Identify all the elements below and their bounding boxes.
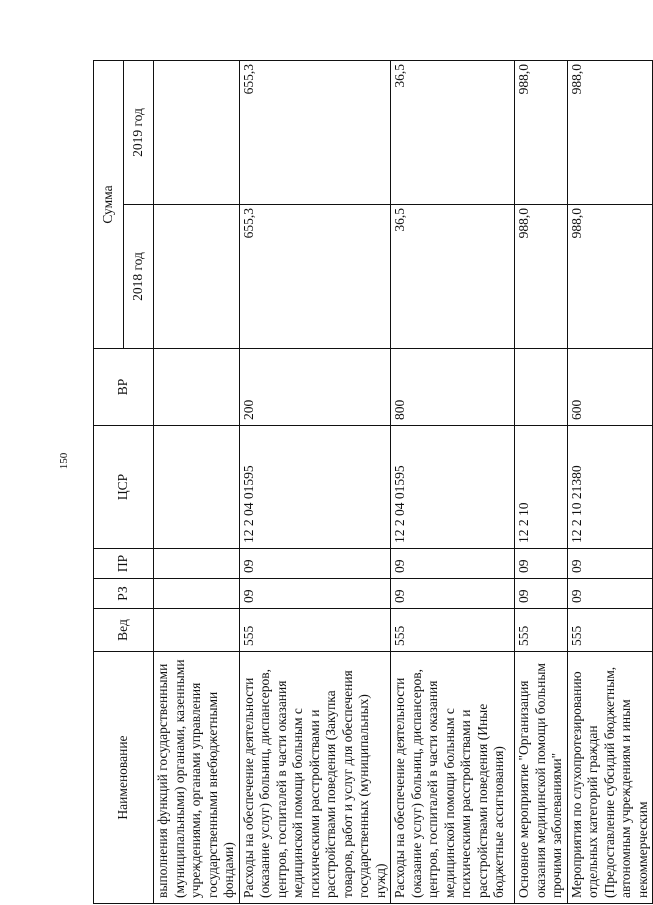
cell-csr: 12 2 04 01595: [239, 426, 391, 549]
table-row: [515, 60, 568, 903]
budget-table: [93, 60, 653, 904]
cell-pr: 09: [239, 549, 391, 579]
cell-pr: 09: [391, 549, 515, 579]
cell-rz: 09: [391, 579, 515, 609]
rotated-table-container: [93, 61, 650, 904]
cell-ved: 555: [515, 609, 568, 652]
cell-vr: [154, 349, 240, 426]
cell-2019: 655,3: [239, 60, 391, 204]
cell-name: Основное мероприятие "Организация оказания медицинской помощи больным прочими заболеваниями": [515, 652, 568, 904]
cell-vr: 600: [567, 349, 653, 426]
cell-name: Расходы на обеспечение деятельности (оказание услуг) больниц, диспансеров, центров, госпиталей в части оказания медицинской помощи больным с психическими расстройствами и расстройствами поведения (Закупка товаров, работ и услуг для обеспечения государственных (муниципальных) нужд): [239, 652, 391, 904]
cell-2018: 988,0: [515, 205, 568, 349]
cell-csr: 12 2 04 01595: [391, 426, 515, 549]
cell-rz: 09: [239, 579, 391, 609]
header-name: Наименование: [94, 652, 154, 904]
cell-2018: 988,0: [567, 205, 653, 349]
cell-pr: [154, 549, 240, 579]
cell-csr: 12 2 10 21380: [567, 426, 653, 549]
cell-csr: 12 2 10: [515, 426, 568, 549]
table-row: [567, 60, 653, 903]
header-rz: РЗ: [94, 579, 154, 609]
cell-vr: [515, 349, 568, 426]
table-row: [239, 60, 391, 903]
cell-name: Мероприятия по слухопротезированию отдельных категорий граждан (Предоставление субсидий бюджетным, автономным учреждениям и иным некоммерческим: [567, 652, 653, 904]
cell-ved: 555: [391, 609, 515, 652]
header-csr: ЦСР: [94, 426, 154, 549]
cell-2019: 988,0: [515, 60, 568, 204]
cell-2019: 988,0: [567, 60, 653, 204]
cell-2018: [154, 205, 240, 349]
cell-rz: 09: [515, 579, 568, 609]
cell-rz: [154, 579, 240, 609]
table-row: [154, 60, 240, 903]
cell-name: Расходы на обеспечение деятельности (оказание услуг) больниц, диспансеров, центров, госпиталей в части оказания медицинской помощи больным с психическими расстройствами и расстройствами поведения (Иные бюджетные ассигнования): [391, 652, 515, 904]
cell-name: выполнения функций государственными (муниципальными) органами, казенными учреждениями, органами управления государственными внебюджетными фондами): [154, 652, 240, 904]
header-year-2018: 2018 год: [124, 205, 154, 349]
header-vr: ВР: [94, 349, 154, 426]
table-row: [391, 60, 515, 903]
cell-vr: 200: [239, 349, 391, 426]
cell-pr: 09: [515, 549, 568, 579]
cell-vr: 800: [391, 349, 515, 426]
cell-2019: 36,5: [391, 60, 515, 204]
header-pr: ПР: [94, 549, 154, 579]
cell-pr: 09: [567, 549, 653, 579]
cell-2019: [154, 60, 240, 204]
page-number: 150: [58, 452, 70, 470]
header-sum: Сумма: [94, 60, 124, 348]
cell-ved: [154, 609, 240, 652]
cell-ved: 555: [567, 609, 653, 652]
cell-2018: 36,5: [391, 205, 515, 349]
header-ved: Вед: [94, 609, 154, 652]
cell-ved: 555: [239, 609, 391, 652]
cell-2018: 655,3: [239, 205, 391, 349]
header-year-2019: 2019 год: [124, 60, 154, 204]
cell-rz: 09: [567, 579, 653, 609]
cell-csr: [154, 426, 240, 549]
